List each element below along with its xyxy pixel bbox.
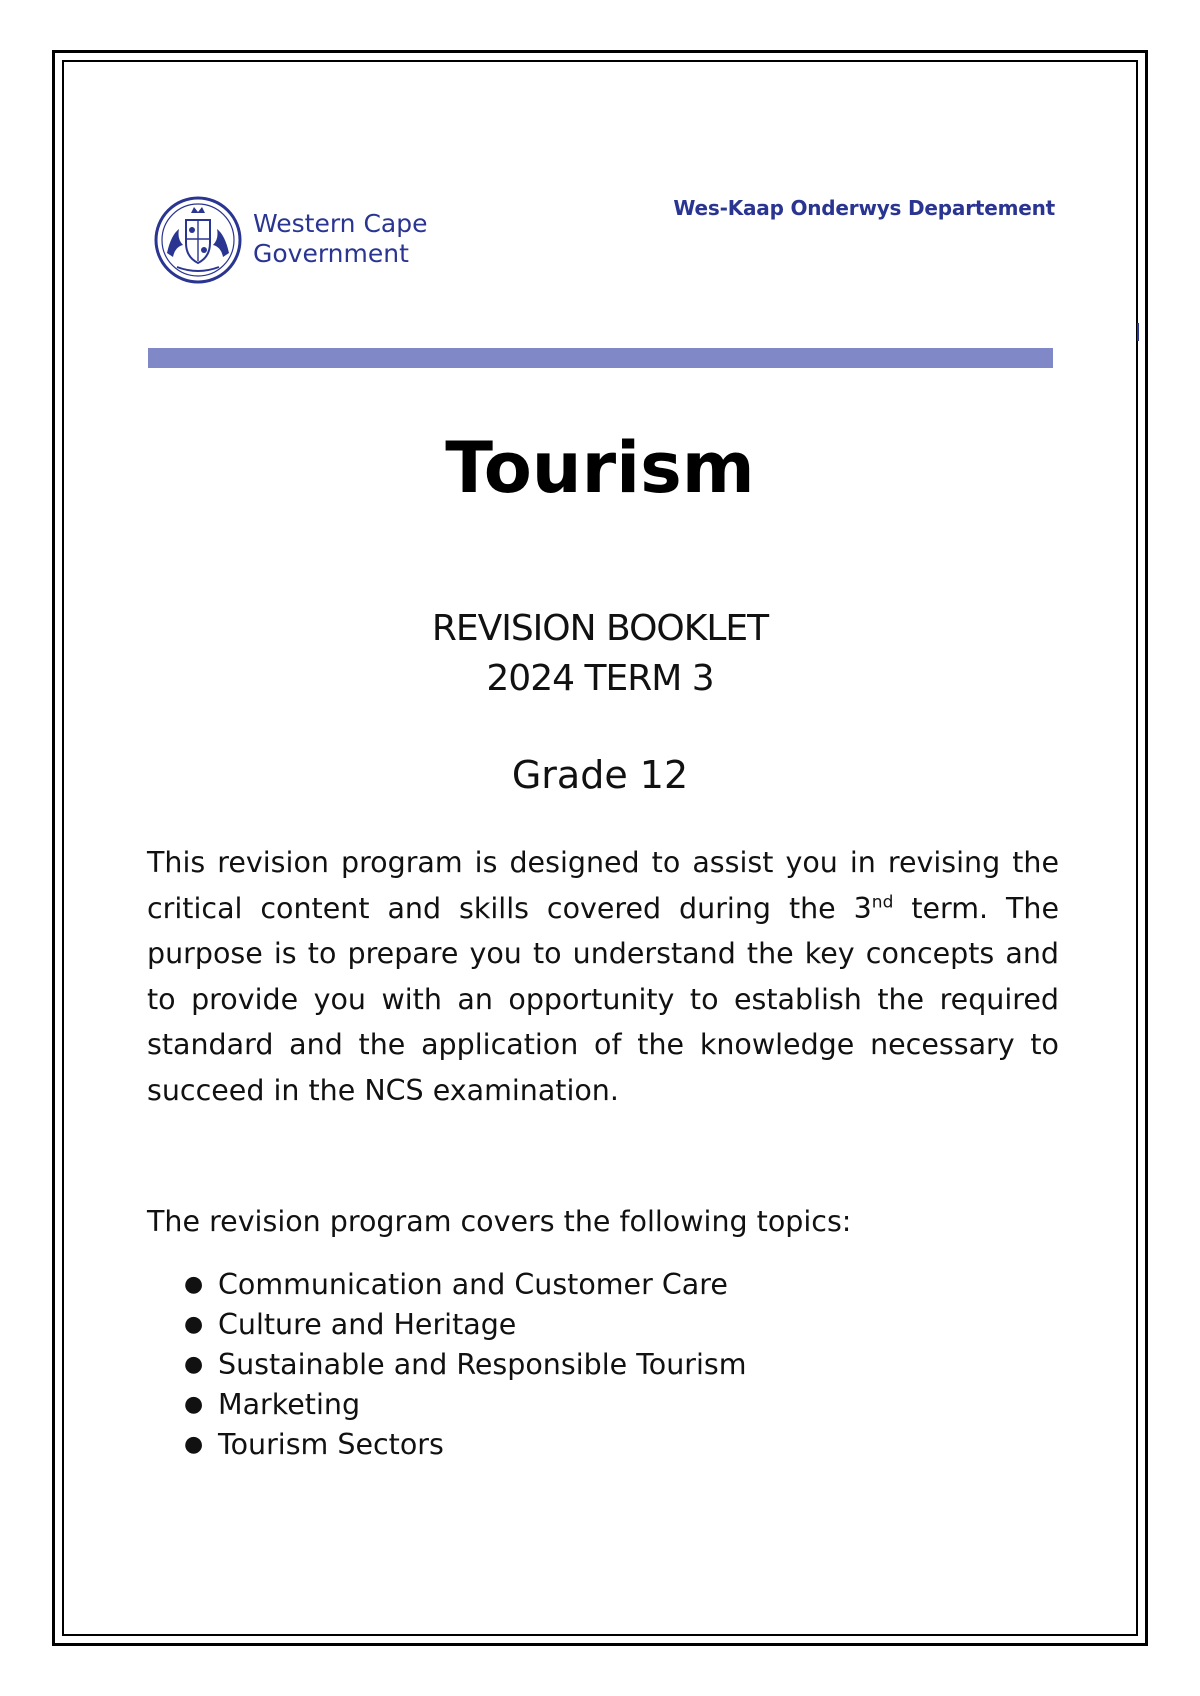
- bullet-icon: ●: [184, 1272, 204, 1297]
- intro-text-part-1: This revision program is designed to assist you in revising the critical content and skills covered during the 3: [147, 846, 1059, 925]
- topics-lead: The revision program covers the following topics:: [147, 1205, 852, 1238]
- cover-title: Tourism: [445, 427, 755, 509]
- topic-label: Sustainable and Responsible Tourism: [218, 1348, 747, 1381]
- list-item: [180, 1385, 747, 1425]
- topic-label: Marketing: [218, 1388, 361, 1421]
- vertical-mark: [1137, 323, 1139, 341]
- bullet-icon: ●: [184, 1392, 204, 1417]
- topic-label: Communication and Customer Care: [218, 1268, 728, 1301]
- department-name: Wes-Kaap Onderwys Departement: [673, 196, 1055, 220]
- bullet-icon: ●: [184, 1432, 204, 1457]
- list-item: [180, 1425, 747, 1465]
- list-item: [180, 1345, 747, 1385]
- ordinal-suffix: nd: [871, 892, 894, 912]
- list-item: [180, 1305, 747, 1345]
- topic-label: Culture and Heritage: [218, 1308, 517, 1341]
- intro-text-part-2: term. The purpose is to prepare you to understand the key concepts and to provide you with an opportunity to establish the required standard and the application of the knowledge necessary to succeed in the NCS examination.: [147, 891, 1060, 1107]
- subtitle-term: 2024 TERM 3: [486, 658, 714, 699]
- logo-line-1: Western Cape: [253, 209, 428, 238]
- western-cape-government-logo: [153, 195, 473, 287]
- bullet-icon: ●: [184, 1312, 204, 1337]
- grade-label: Grade 12: [511, 753, 689, 797]
- logo-wordmark: [253, 209, 428, 269]
- topic-label: Tourism Sectors: [218, 1428, 444, 1461]
- banner-bar: [148, 348, 1053, 368]
- list-item: [180, 1265, 747, 1305]
- topics-list: [180, 1265, 747, 1465]
- coat-of-arms-icon: [153, 195, 243, 285]
- logo-line-2: Government: [253, 239, 409, 268]
- subtitle-booklet: REVISION BOOKLET: [431, 608, 769, 649]
- bullet-icon: ●: [184, 1352, 204, 1377]
- intro-paragraph: [147, 840, 1059, 1113]
